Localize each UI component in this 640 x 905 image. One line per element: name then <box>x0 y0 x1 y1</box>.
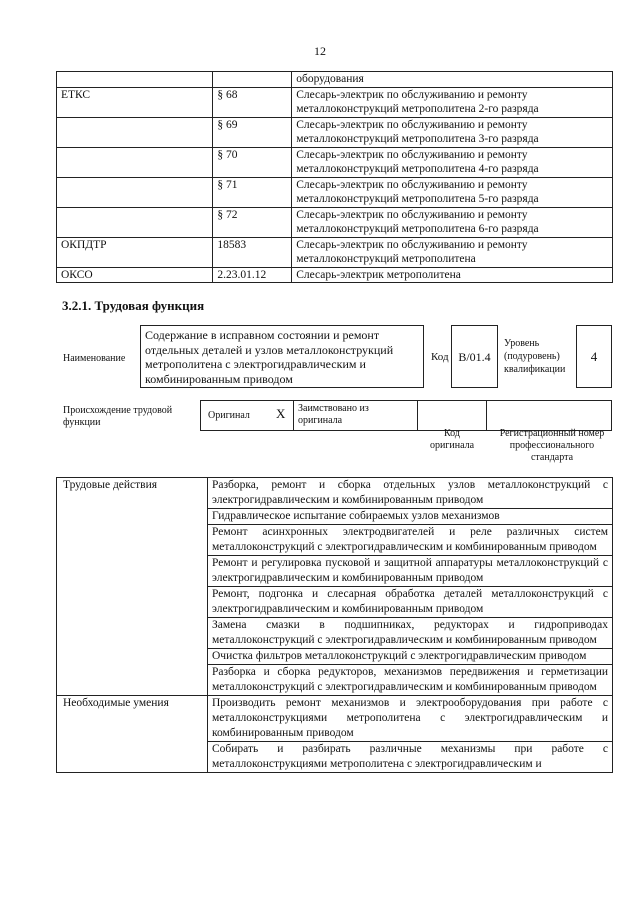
duty-text: Замена смазки в подшипниках, редукторах и гидроприводах металлоконструкций с электрогидравлическим и комбинированным приводом <box>208 618 613 649</box>
duty-text: Ремонт и регулировка пусковой и защитной аппаратуры металлоконструкций с электрогидравлическим и комбинированным приводом <box>208 556 613 587</box>
code-original-label: Код оригинала <box>429 428 475 451</box>
etks-cell-c3: Слесарь-электрик метрополитена <box>292 267 613 283</box>
etks-cell-c2: § 70 <box>213 147 292 177</box>
etks-cell-c3: Слесарь-электрик по обслуживанию и ремонту металлоконструкций метрополитена <box>292 237 613 267</box>
etks-cell-c3: оборудования <box>292 72 613 88</box>
etks-cell-c2: § 68 <box>213 87 292 117</box>
etks-cell-c2: § 69 <box>213 117 292 147</box>
original-label: Оригинал <box>208 410 250 421</box>
etks-table <box>56 71 613 283</box>
page-number: 12 <box>314 44 326 58</box>
duty-text: Производить ремонт механизмов и электрооборудования при работе с металлоконструкциями метрополитена с электрогидравлическим и комбинированным приводом <box>208 696 613 742</box>
etks-row <box>57 147 613 177</box>
etks-cell-c2: § 71 <box>213 177 292 207</box>
etks-cell-c2 <box>213 72 292 88</box>
name-label: Наименование <box>63 353 126 364</box>
etks-row <box>57 207 613 237</box>
etks-cell-c2: 18583 <box>213 237 292 267</box>
duty-text: Разборка, ремонт и сборка отдельных узлов металлоконструкций с электрогидравлическим и комбинированным приводом <box>208 478 613 509</box>
code-label: Код <box>431 351 449 363</box>
level-label: Уровень (подуровень) квалификации <box>504 338 566 375</box>
etks-row <box>57 87 613 117</box>
reg-number-label: Регистрационный номер профессионального стандарта <box>499 428 605 463</box>
section-title: 3.2.1. Трудовая функция <box>62 298 205 313</box>
duty-text: Ремонт, подгонка и слесарная обработка деталей металлоконструкций с электрогидравлическим и комбинированным приводом <box>208 587 613 618</box>
etks-cell-c3: Слесарь-электрик по обслуживанию и ремонту металлоконструкций метрополитена 4-го разряда <box>292 147 613 177</box>
borrowed-label: Заимствовано из оригинала <box>298 403 369 426</box>
etks-cell-c1 <box>57 177 213 207</box>
etks-cell-c3: Слесарь-электрик по обслуживанию и ремонту металлоконструкций метрополитена 2-го разряда <box>292 87 613 117</box>
etks-row <box>57 117 613 147</box>
duty-text: Очистка фильтров металлоконструкций с электрогидравлическим приводом <box>208 649 613 665</box>
etks-cell-c3: Слесарь-электрик по обслуживанию и ремонту металлоконструкций метрополитена 6-го разряда <box>292 207 613 237</box>
etks-cell-c3: Слесарь-электрик по обслуживанию и ремонту металлоконструкций метрополитена 5-го разряда <box>292 177 613 207</box>
borrowed-box <box>293 400 418 431</box>
duty-text: Гидравлическое испытание собираемых узлов механизмов <box>208 509 613 525</box>
duty-group-label: Необходимые умения <box>57 696 208 773</box>
etks-cell-c2: 2.23.01.12 <box>213 267 292 283</box>
duty-group-label: Трудовые действия <box>57 478 208 696</box>
etks-cell-c1 <box>57 117 213 147</box>
duties-table <box>56 477 613 773</box>
etks-row <box>57 237 613 267</box>
etks-cell-c2: § 72 <box>213 207 292 237</box>
code-original-box <box>417 400 487 431</box>
function-name-box <box>140 325 424 388</box>
etks-row <box>57 177 613 207</box>
duty-text: Ремонт асинхронных электродвигателей и реле различных систем металлоконструкций с электрогидравлическим и комбинированным приводом <box>208 525 613 556</box>
reg-number-box <box>486 400 612 431</box>
etks-cell-c3: Слесарь-электрик по обслуживанию и ремонту металлоконструкций метрополитена 3-го разряда <box>292 117 613 147</box>
etks-row <box>57 72 613 88</box>
duty-text: Разборка и сборка редукторов, механизмов передвижения и герметизации металлоконструкций с электрогидравлическим и комбинированным приводом <box>208 665 613 696</box>
duty-text: Собирать и разбирать различные механизмы при работе с металлоконструкциями метрополитена с электрогидравлическим и <box>208 742 613 773</box>
original-box <box>200 400 294 431</box>
etks-cell-c1 <box>57 207 213 237</box>
etks-cell-c1: ОКСО <box>57 267 213 283</box>
origin-label: Происхождение трудовой функции <box>63 405 173 428</box>
duty-row <box>57 696 613 742</box>
level-box <box>576 325 612 388</box>
level-value: 4 <box>590 348 598 364</box>
original-mark: X <box>276 406 286 421</box>
code-box <box>451 325 498 388</box>
duty-row <box>57 478 613 509</box>
etks-cell-c1 <box>57 72 213 88</box>
etks-cell-c1: ОКПДТР <box>57 237 213 267</box>
etks-table-body <box>57 72 613 283</box>
function-name-value: Содержание в исправном состоянии и ремонт отдельных деталей и узлов металлоконструкций метрополитена с электрогидравлическим и комбинированным приводом <box>145 328 394 386</box>
duties-table-body <box>57 478 613 773</box>
etks-cell-c1 <box>57 147 213 177</box>
code-value: B/01.4 <box>458 349 491 364</box>
etks-cell-c1: ЕТКС <box>57 87 213 117</box>
etks-row <box>57 267 613 283</box>
